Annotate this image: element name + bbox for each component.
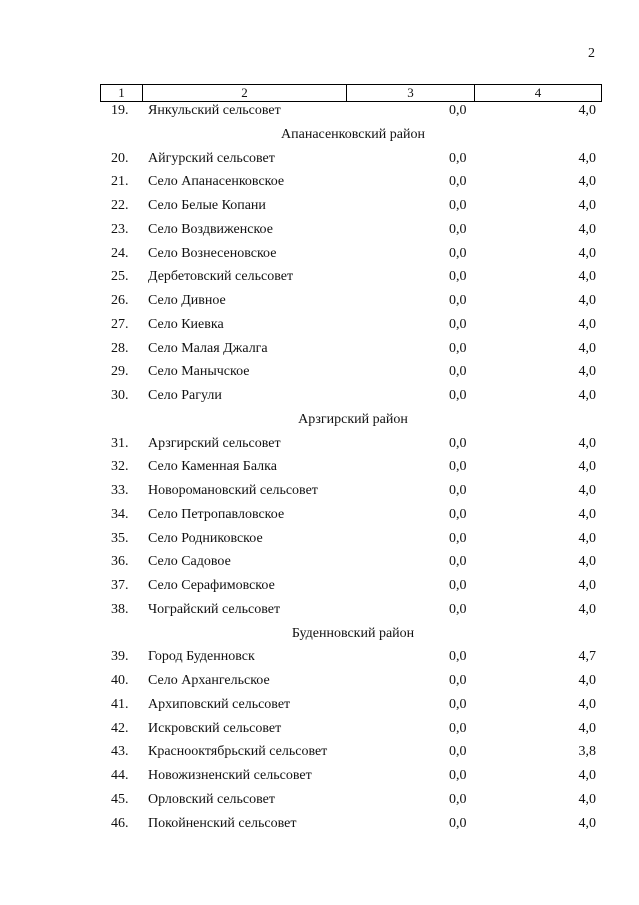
row-number: 40.	[111, 673, 129, 688]
settlement-name: Село Белые Копани	[148, 198, 266, 213]
col-4-value: 4,0	[578, 293, 596, 308]
settlement-name: Новоромановский сельсовет	[148, 483, 318, 498]
settlement-name: Село Серафимовское	[148, 578, 275, 593]
settlement-name: Село Рагули	[148, 388, 222, 403]
table-row	[0, 291, 639, 311]
settlement-name: Город Буденновск	[148, 649, 255, 665]
table-row	[0, 101, 639, 121]
district-heading: Буденновский район	[291, 625, 415, 641]
col-4-value: 4,0	[578, 150, 596, 166]
settlement-name: Село Манычское	[148, 364, 250, 380]
row-number: 31.	[111, 435, 129, 451]
col-4-value: 4,0	[578, 554, 596, 570]
col-3-value: 0,0	[449, 293, 467, 308]
row-number: 19.	[111, 103, 129, 118]
col-4-value: 4,0	[578, 103, 596, 118]
table-row	[0, 695, 639, 715]
col-3-value: 0,0	[449, 316, 467, 332]
table-row	[0, 742, 639, 762]
settlement-name: Село Садовое	[148, 554, 231, 570]
row-number: 46.	[111, 815, 129, 831]
row-number: 22.	[111, 198, 129, 213]
table-row	[0, 362, 639, 382]
row-number: 34.	[111, 506, 129, 522]
settlement-name: Село Петропавловское	[148, 506, 285, 522]
table-row	[0, 315, 639, 335]
col-3-value: 0,0	[449, 768, 467, 783]
row-number: 45.	[111, 791, 129, 807]
settlement-name: Чограйский сельсовет	[148, 601, 281, 617]
table-header	[100, 84, 602, 102]
header-col-2: 2	[143, 85, 347, 101]
district-heading: Арзгирский район	[298, 411, 408, 427]
table-row	[0, 647, 639, 667]
row-number: 28.	[111, 340, 129, 356]
row-number: 33.	[111, 483, 129, 498]
settlement-name: Село Дивное	[148, 293, 226, 308]
settlement-name: Село Архангельское	[148, 673, 270, 688]
table-row	[0, 386, 639, 406]
settlement-name: Село Киевка	[148, 316, 224, 332]
col-3-value: 0,0	[449, 815, 467, 831]
row-number: 27.	[111, 316, 129, 332]
row-number: 20.	[111, 150, 129, 166]
col-3-value: 0,0	[449, 340, 467, 356]
row-number: 35.	[111, 530, 129, 546]
col-4-value: 4,0	[578, 269, 596, 285]
table-row	[0, 149, 639, 169]
table-row	[0, 220, 639, 240]
settlement-name: Село Апанасенковское	[148, 174, 285, 190]
table-row	[0, 790, 639, 810]
settlement-name: Искровский сельсовет	[148, 720, 282, 736]
settlement-name: Село Малая Джалга	[148, 340, 268, 356]
col-4-value: 4,0	[578, 673, 596, 688]
col-4-value: 3,8	[578, 744, 596, 760]
settlement-name: Дербетовский сельсовет	[148, 269, 294, 285]
col-3-value: 0,0	[449, 530, 467, 546]
col-3-value: 0,0	[449, 221, 467, 237]
col-4-value: 4,0	[578, 459, 596, 475]
row-number: 42.	[111, 720, 129, 736]
district-heading: Апанасенковский район	[281, 126, 425, 142]
row-number: 43.	[111, 744, 129, 760]
table-row	[0, 529, 639, 549]
row-number: 24.	[111, 245, 129, 261]
table-row	[0, 267, 639, 287]
col-4-value: 4,0	[578, 506, 596, 522]
col-4-value: 4,0	[578, 483, 596, 498]
col-3-value: 0,0	[449, 506, 467, 522]
row-number: 37.	[111, 578, 129, 593]
table-row	[0, 814, 639, 834]
col-3-value: 0,0	[449, 578, 467, 593]
settlement-name: Архиповский сельсовет	[148, 696, 291, 712]
header-col-3: 3	[347, 85, 475, 101]
col-3-value: 0,0	[449, 601, 467, 617]
settlement-name: Айгурский сельсовет	[148, 150, 275, 166]
settlement-name: Село Каменная Балка	[148, 459, 277, 475]
col-3-value: 0,0	[449, 459, 467, 475]
col-4-value: 4,0	[578, 601, 596, 617]
row-number: 30.	[111, 388, 129, 403]
row-number: 38.	[111, 601, 129, 617]
table-row	[0, 196, 639, 216]
table-row	[0, 671, 639, 691]
settlement-name: Село Родниковское	[148, 530, 263, 546]
col-4-value: 4,0	[578, 768, 596, 783]
row-number: 26.	[111, 293, 129, 308]
col-3-value: 0,0	[449, 103, 467, 118]
col-4-value: 4,0	[578, 578, 596, 593]
col-3-value: 0,0	[449, 245, 467, 261]
table-row	[0, 600, 639, 620]
col-4-value: 4,0	[578, 221, 596, 237]
col-4-value: 4,0	[578, 435, 596, 451]
col-3-value: 0,0	[449, 483, 467, 498]
col-4-value: 4,0	[578, 198, 596, 213]
col-3-value: 0,0	[449, 364, 467, 380]
col-4-value: 4,0	[578, 720, 596, 736]
settlement-name: Село Вознесеновское	[148, 245, 277, 261]
col-3-value: 0,0	[449, 388, 467, 403]
header-col-1: 1	[101, 85, 143, 101]
table-row	[0, 339, 639, 359]
col-4-value: 4,0	[578, 530, 596, 546]
table-row	[0, 766, 639, 786]
col-3-value: 0,0	[449, 649, 467, 665]
settlement-name: Янкульский сельсовет	[148, 103, 281, 118]
table-row	[0, 457, 639, 477]
row-number: 21.	[111, 174, 129, 190]
row-number: 32.	[111, 459, 129, 475]
col-4-value: 4,0	[578, 815, 596, 831]
settlement-name: Новожизненский сельсовет	[148, 768, 312, 783]
col-3-value: 0,0	[449, 174, 467, 190]
col-4-value: 4,0	[578, 340, 596, 356]
table-row	[0, 505, 639, 525]
table-row	[0, 719, 639, 739]
col-3-value: 0,0	[449, 720, 467, 736]
row-number: 44.	[111, 768, 129, 783]
table-row	[0, 172, 639, 192]
table-row	[0, 576, 639, 596]
col-3-value: 0,0	[449, 744, 467, 760]
settlement-name: Село Воздвиженское	[148, 221, 273, 237]
col-4-value: 4,0	[578, 364, 596, 380]
col-3-value: 0,0	[449, 696, 467, 712]
header-col-4: 4	[534, 85, 542, 100]
col-3-value: 0,0	[449, 198, 467, 213]
row-number: 36.	[111, 554, 129, 570]
table-row	[0, 481, 639, 501]
settlement-name: Покойненский сельсовет	[148, 815, 297, 831]
col-4-value: 4,0	[578, 316, 596, 332]
col-4-value: 4,0	[578, 696, 596, 712]
row-number: 41.	[111, 696, 129, 712]
col-3-value: 0,0	[449, 269, 467, 285]
table-row	[0, 552, 639, 572]
col-3-value: 0,0	[449, 673, 467, 688]
settlement-name: Краснооктябрьский сельсовет	[148, 744, 328, 760]
col-4-value: 4,0	[578, 245, 596, 261]
table-row	[0, 244, 639, 264]
col-3-value: 0,0	[449, 791, 467, 807]
settlement-name: Орловский сельсовет	[148, 791, 275, 807]
col-4-value: 4,0	[578, 388, 596, 403]
settlement-name: Арзгирский сельсовет	[148, 435, 281, 451]
col-4-value: 4,0	[578, 174, 596, 190]
row-number: 25.	[111, 269, 129, 285]
page-number: 2	[588, 46, 595, 61]
col-3-value: 0,0	[449, 435, 467, 451]
table-row	[0, 434, 639, 454]
row-number: 39.	[111, 649, 129, 665]
col-3-value: 0,0	[449, 554, 467, 570]
row-number: 29.	[111, 364, 129, 380]
col-4-value: 4,0	[578, 791, 596, 807]
row-number: 23.	[111, 221, 129, 237]
col-4-value: 4,7	[578, 649, 596, 665]
col-3-value: 0,0	[449, 150, 467, 166]
